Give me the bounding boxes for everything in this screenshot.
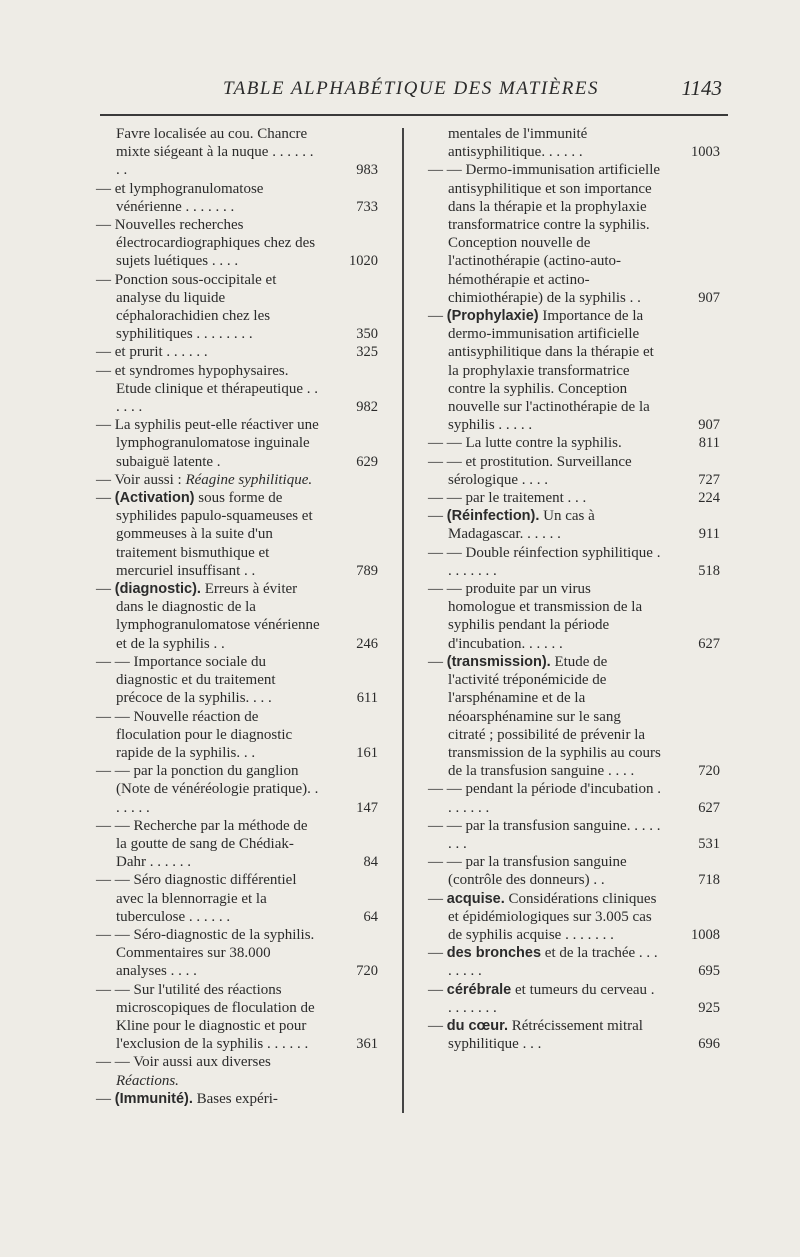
entry-text: — et lymphogranulomatose vénérienne . . . . . . . <box>96 180 264 215</box>
index-entry <box>428 981 720 1017</box>
index-entry <box>96 871 378 926</box>
entry-text: — — Double réinfection syphilitique . . . . . . . . <box>428 544 661 579</box>
index-entry-text <box>428 125 662 161</box>
index-entry-text <box>428 944 662 980</box>
index-entry <box>428 853 720 889</box>
entry-page-ref: 720 <box>356 963 378 980</box>
entry-text: — Ponction sous-occipitale et analyse du liquide céphalorachidien chez les syphilitiques . . . . . . . . <box>96 271 277 343</box>
index-entry-text <box>428 307 662 434</box>
entry-keyword: cérébrale <box>446 981 512 998</box>
index-entry-text <box>428 507 662 543</box>
index-entry <box>96 762 378 817</box>
index-entry <box>96 489 378 580</box>
index-entry-text <box>96 653 320 708</box>
entry-text: — et syndromes hypophysaires. Etude clinique et thérapeutique . . . . . . <box>96 362 319 416</box>
index-entry-text <box>96 471 320 489</box>
index-entry-text <box>428 853 662 889</box>
index-entry <box>96 471 378 489</box>
right-column <box>428 125 720 1053</box>
entry-cross-reference: Réagine syphilitique. <box>185 471 313 488</box>
index-entry-text <box>428 161 662 307</box>
entry-text: — — Voir aussi aux diverses <box>96 1054 271 1071</box>
index-entry <box>428 817 720 853</box>
entry-text: — <box>428 308 447 325</box>
entry-page-ref: 733 <box>356 198 378 215</box>
entry-text-rest: Bases expéri- <box>192 1090 278 1107</box>
index-entry <box>428 453 720 489</box>
entry-text: — — Nouvelle réaction de floculation pour le diagnostic rapide de la syphilis. . . <box>96 708 293 761</box>
index-entry <box>96 580 378 653</box>
entry-keyword: (Activation) <box>114 490 195 507</box>
entry-text: — <box>428 508 447 525</box>
index-entry <box>96 1090 378 1108</box>
entry-keyword: (Immunité). <box>114 1090 193 1107</box>
index-entry-text <box>428 890 662 945</box>
entry-text: — — Dermo-immunisation artificielle antisyphilitique et son importance dans la thérapie et la prophylaxie transformatrice contre la syphilis. Conception nouvelle de l'actinothérapie (actino-auto-hémothérapie et actino-chimiothérapie) de la syphilis . . <box>428 162 661 306</box>
index-entry-text <box>96 180 320 216</box>
entry-page-ref: 161 <box>356 744 378 761</box>
index-entry <box>428 890 720 945</box>
index-entry-text <box>96 981 320 1054</box>
entry-text-rest: Importance de la dermo-immunisation artificielle antisyphilitique dans la thérapie et la prophylaxie transformatrice contre la syphilis. Conception nouvelle sur l'actinothérapie de la syphilis . . . . . <box>448 308 654 434</box>
index-entry <box>96 926 378 981</box>
entry-page-ref: 518 <box>698 562 720 579</box>
entry-text-rest: et de la trachée . . . . . . . . <box>448 945 658 980</box>
page-number: 1143 <box>681 76 722 100</box>
index-entry <box>96 1053 378 1089</box>
entry-text: — — par la transfusion sanguine. . . . . . . . <box>428 817 661 852</box>
index-entry-text <box>96 708 320 763</box>
entry-text: — <box>428 890 447 907</box>
entry-text: — — Séro-diagnostic de la syphilis. Commentaires sur 38.000 analyses . . . . <box>96 926 315 980</box>
entry-text-rest: et tumeurs du cerveau . . . . . . . . <box>448 981 655 1016</box>
entry-page-ref: 983 <box>356 162 378 179</box>
index-entry <box>96 271 378 344</box>
entry-page-ref: 696 <box>698 1036 720 1053</box>
left-column <box>96 125 378 1108</box>
entry-page-ref: 718 <box>698 872 720 889</box>
index-entry-text <box>96 762 320 817</box>
index-entry <box>96 653 378 708</box>
entry-text: — <box>96 1090 115 1107</box>
entry-page-ref: 695 <box>698 963 720 980</box>
index-entry-text <box>428 981 662 1017</box>
index-entry-text <box>96 1053 320 1089</box>
entry-text: — — produite par un virus homologue et transmission de la syphilis pendant la période d'incubation. . . . . . <box>428 581 643 652</box>
entry-page-ref: 84 <box>363 854 378 871</box>
entry-page-ref: 627 <box>698 635 720 652</box>
entry-text: — — par la transfusion sanguine (contrôle des donneurs) . . <box>428 854 627 889</box>
entry-page-ref: 361 <box>356 1036 378 1053</box>
index-entry <box>428 307 720 434</box>
entry-page-ref: 611 <box>356 690 378 707</box>
entry-text-rest: Rétrécissement mitral syphilitique . . . <box>448 1017 643 1053</box>
index-entry <box>96 817 378 872</box>
index-entry <box>428 507 720 543</box>
entry-text-rest: Considérations cliniques et épidémiologiques sur 3.005 cas de syphilis acquise . . . . . . . <box>448 890 657 943</box>
entry-page-ref: 147 <box>356 799 378 816</box>
index-entry-text <box>96 1090 320 1108</box>
entry-text: mentales de l'immunité antisyphilitique. . . . . . <box>448 126 588 161</box>
entry-page-ref: 350 <box>356 326 378 343</box>
entry-page-ref: 1020 <box>349 253 378 270</box>
index-entry <box>96 180 378 216</box>
entry-keyword: (Prophylaxie) <box>446 308 539 325</box>
entry-page-ref: 911 <box>698 526 720 543</box>
entry-text: — — pendant la période d'incubation . . . . . . . <box>428 781 662 816</box>
entry-text: — La syphilis peut-elle réactiver une lymphogranulomatose inguinale subaiguë latente . <box>96 417 319 470</box>
entry-text: — — Séro diagnostic différentiel avec la blennorragie et la tuberculose . . . . . . <box>96 872 297 925</box>
index-entry-text <box>428 489 662 507</box>
index-entry-text <box>96 926 320 981</box>
entry-text: — — Recherche par la méthode de la goutte de sang de Chédiak-Dahr . . . . . . <box>96 817 308 871</box>
index-entry-text <box>96 580 320 653</box>
index-entry <box>428 653 720 780</box>
index-entry-text <box>96 362 320 417</box>
entry-page-ref: 224 <box>698 490 720 507</box>
entry-text: — <box>96 490 115 507</box>
entry-page-ref: 627 <box>698 799 720 816</box>
entry-text-rest: Erreurs à éviter dans le diagnostic de la lymphogranulomatose vénérienne et de la syphilis . . <box>116 581 320 652</box>
entry-keyword: (diagnostic). <box>114 581 201 598</box>
entry-page-ref: 325 <box>356 344 378 361</box>
entry-text: — — Sur l'utilité des réactions microscopiques de floculation de Kline pour le diagnostic et pour l'exclusion de la syphilis . . . . . . <box>96 981 315 1053</box>
index-entry <box>96 343 378 361</box>
entry-page-ref: 907 <box>698 289 720 306</box>
entry-cross-reference: Réactions. <box>116 1072 179 1089</box>
entry-page-ref: 629 <box>356 453 378 470</box>
entry-text: — — par le traitement . . . <box>428 490 587 507</box>
index-entry <box>428 489 720 507</box>
index-entry <box>96 708 378 763</box>
index-entry-text <box>96 125 320 180</box>
index-entry-text <box>96 271 320 344</box>
entry-text: — Voir aussi : <box>96 471 182 488</box>
index-entry-text <box>428 434 662 452</box>
index-entry-text <box>428 1017 662 1053</box>
entry-text-rest: Etude de l'activité tréponémicide de l'arsphénamine et de la néoarsphénamine sur le sang citraté ; possibilité de prévenir la transmission de la syphilis au cours de la transfusion sanguine . . . . <box>448 653 661 780</box>
entry-text: Favre localisée au cou. Chancre mixte siégeant à la nuque . . . . . . . . <box>116 126 314 179</box>
entry-keyword: (transmission). <box>446 653 551 670</box>
entry-page-ref: 531 <box>698 835 720 852</box>
index-entry <box>428 944 720 980</box>
index-entry <box>428 434 720 452</box>
entry-page-ref: 1008 <box>691 926 720 943</box>
index-entry-text <box>428 453 662 489</box>
entry-text: — Nouvelles recherches électrocardiographiques chez des sujets luétiques . . . . <box>96 217 316 270</box>
index-entry <box>428 1017 720 1053</box>
index-entry-text <box>96 416 320 471</box>
index-entry <box>428 125 720 161</box>
index-entry <box>96 125 378 180</box>
entry-text: — <box>96 581 115 598</box>
entry-page-ref: 907 <box>698 417 720 434</box>
index-entry <box>428 161 720 307</box>
index-entry-text <box>96 817 320 872</box>
index-entry-text <box>96 216 320 271</box>
entry-text: — — Importance sociale du diagnostic et du traitement précoce de la syphilis. . . . <box>96 653 276 707</box>
entry-page-ref: 727 <box>698 471 720 488</box>
index-entry-text <box>428 817 662 853</box>
entry-text: — et prurit . . . . . . <box>96 344 208 361</box>
index-entry <box>428 580 720 653</box>
index-entry-text <box>428 544 662 580</box>
entry-keyword: des bronches <box>446 945 542 962</box>
entry-text: — — La lutte contre la syphilis. <box>428 435 622 452</box>
entry-text: — <box>428 653 447 670</box>
entry-page-ref: 811 <box>698 435 720 452</box>
entry-page-ref: 64 <box>363 908 378 925</box>
entry-text: — <box>428 981 447 998</box>
entry-text-rest: sous forme de syphilides papulo-squameuses et gommeuses à la suite d'un traitement bismuthique et mercuriel insuffisant . . <box>116 490 313 579</box>
entry-text: — <box>428 1017 447 1034</box>
index-entry-text <box>96 489 320 580</box>
column-divider <box>402 128 404 1113</box>
entry-page-ref: 925 <box>698 999 720 1016</box>
entry-text: — <box>428 945 447 962</box>
index-entry <box>96 416 378 471</box>
index-entry-text <box>428 780 662 816</box>
entry-keyword: acquise. <box>446 890 505 907</box>
entry-keyword: du cœur. <box>446 1017 508 1034</box>
entry-text: — — par la ponction du ganglion (Note de vénéréologie pratique). . . . . . . <box>96 763 319 816</box>
entry-page-ref: 246 <box>356 635 378 652</box>
entry-page-ref: 789 <box>356 562 378 579</box>
index-entry-text <box>96 871 320 926</box>
index-entry <box>428 544 720 580</box>
entry-text: — — et prostitution. Surveillance sérologique . . . . <box>428 453 632 488</box>
entry-text-rest: Un cas à Madagascar. . . . . . <box>448 508 595 543</box>
index-entry-text <box>428 580 662 653</box>
index-entry <box>96 216 378 271</box>
index-entry <box>96 981 378 1054</box>
index-entry-text <box>96 343 320 361</box>
entry-keyword: (Réinfection). <box>446 508 540 525</box>
page-header <box>100 72 722 106</box>
entry-page-ref: 1003 <box>691 144 720 161</box>
header-rule <box>100 114 728 116</box>
running-title: TABLE ALPHABÉTIQUE DES MATIÈRES <box>223 78 599 99</box>
entry-page-ref: 982 <box>356 399 378 416</box>
index-entry <box>428 780 720 816</box>
index-entry <box>96 362 378 417</box>
index-entry-text <box>428 653 662 780</box>
entry-page-ref: 720 <box>698 763 720 780</box>
